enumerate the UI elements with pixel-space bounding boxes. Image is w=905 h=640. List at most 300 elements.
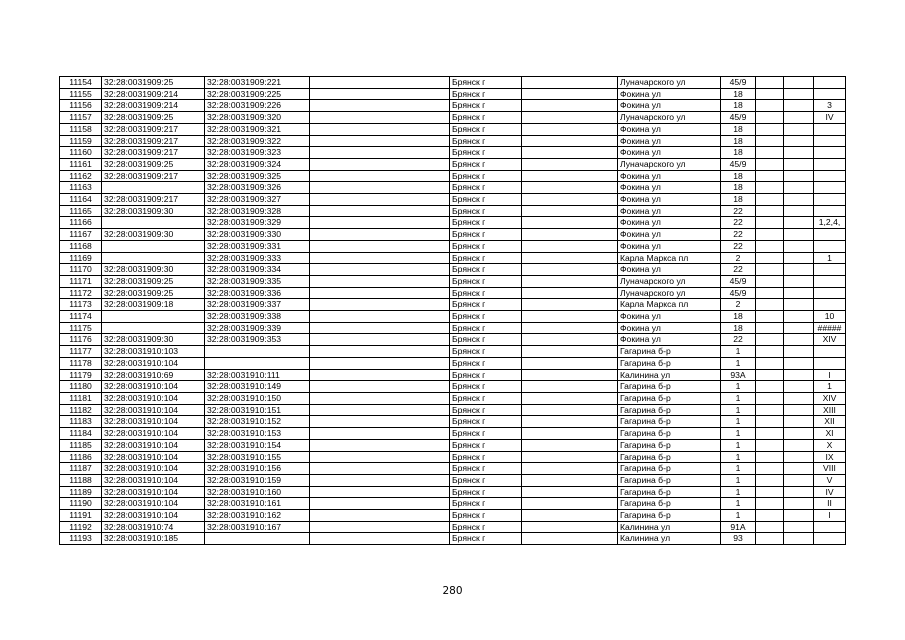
empty-cell — [522, 182, 618, 194]
empty-cell — [522, 88, 618, 100]
apartment-cell: XIV — [814, 392, 846, 404]
apartment-cell: IX — [814, 451, 846, 463]
empty-cell — [784, 182, 814, 194]
cadastral-number-cell: 32:28:0031909:335 — [205, 275, 310, 287]
empty-cell — [310, 135, 450, 147]
empty-cell — [756, 147, 784, 159]
empty-cell — [310, 521, 450, 533]
parent-cadastral-number-cell: 32:28:0031909:217 — [102, 135, 205, 147]
city-cell: Брянск г — [450, 392, 522, 404]
empty-cell — [756, 334, 784, 346]
street-cell: Гагарина б-р — [618, 346, 721, 358]
cadastral-number-cell: 32:28:0031909:327 — [205, 194, 310, 206]
empty-cell — [784, 123, 814, 135]
empty-cell — [522, 463, 618, 475]
empty-cell — [756, 428, 784, 440]
table-row — [60, 463, 846, 475]
table-row — [60, 451, 846, 463]
parent-cadastral-number-cell: 32:28:0031910:185 — [102, 533, 205, 545]
house-number-cell: 45/9 — [721, 112, 756, 124]
empty-cell — [756, 299, 784, 311]
table-row — [60, 287, 846, 299]
street-cell: Гагарина б-р — [618, 439, 721, 451]
empty-cell — [784, 451, 814, 463]
empty-cell — [784, 521, 814, 533]
record-number-cell: 11163 — [60, 182, 102, 194]
empty-cell — [310, 510, 450, 522]
empty-cell — [310, 463, 450, 475]
empty-cell — [784, 205, 814, 217]
cadastral-number-cell — [205, 346, 310, 358]
house-number-cell: 18 — [721, 170, 756, 182]
house-number-cell: 45/9 — [721, 287, 756, 299]
empty-cell — [310, 322, 450, 334]
street-cell: Калинина ул — [618, 521, 721, 533]
empty-cell — [522, 170, 618, 182]
street-cell: Фокина ул — [618, 182, 721, 194]
parent-cadastral-number-cell: 32:28:0031909:30 — [102, 229, 205, 241]
apartment-cell: XIV — [814, 334, 846, 346]
city-cell: Брянск г — [450, 369, 522, 381]
apartment-cell — [814, 275, 846, 287]
street-cell: Фокина ул — [618, 311, 721, 323]
empty-cell — [756, 498, 784, 510]
house-number-cell: 1 — [721, 392, 756, 404]
empty-cell — [522, 112, 618, 124]
city-cell: Брянск г — [450, 147, 522, 159]
empty-cell — [756, 158, 784, 170]
parent-cadastral-number-cell: 32:28:0031910:104 — [102, 463, 205, 475]
empty-cell — [756, 182, 784, 194]
table-row — [60, 100, 846, 112]
cadastral-number-cell: 32:28:0031909:325 — [205, 170, 310, 182]
cadastral-number-cell: 32:28:0031909:331 — [205, 240, 310, 252]
city-cell: Брянск г — [450, 100, 522, 112]
house-number-cell: 18 — [721, 311, 756, 323]
empty-cell — [756, 439, 784, 451]
record-number-cell: 11168 — [60, 240, 102, 252]
city-cell: Брянск г — [450, 498, 522, 510]
city-cell: Брянск г — [450, 217, 522, 229]
empty-cell — [784, 416, 814, 428]
street-cell: Фокина ул — [618, 170, 721, 182]
parent-cadastral-number-cell: 32:28:0031910:104 — [102, 474, 205, 486]
register-table-body — [60, 77, 846, 545]
table-row — [60, 299, 846, 311]
parent-cadastral-number-cell: 32:28:0031909:30 — [102, 205, 205, 217]
apartment-cell: 3 — [814, 100, 846, 112]
empty-cell — [310, 451, 450, 463]
apartment-cell — [814, 77, 846, 89]
empty-cell — [310, 217, 450, 229]
city-cell: Брянск г — [450, 346, 522, 358]
house-number-cell: 22 — [721, 240, 756, 252]
record-number-cell: 11155 — [60, 88, 102, 100]
parent-cadastral-number-cell: 32:28:0031910:104 — [102, 428, 205, 440]
table-row — [60, 182, 846, 194]
empty-cell — [756, 533, 784, 545]
empty-cell — [756, 170, 784, 182]
empty-cell — [522, 77, 618, 89]
empty-cell — [522, 381, 618, 393]
cadastral-number-cell: 32:28:0031910:159 — [205, 474, 310, 486]
empty-cell — [784, 463, 814, 475]
house-number-cell: 45/9 — [721, 77, 756, 89]
city-cell: Брянск г — [450, 439, 522, 451]
record-number-cell: 11176 — [60, 334, 102, 346]
house-number-cell: 2 — [721, 299, 756, 311]
empty-cell — [310, 123, 450, 135]
table-row — [60, 404, 846, 416]
apartment-cell — [814, 194, 846, 206]
city-cell: Брянск г — [450, 381, 522, 393]
record-number-cell: 11192 — [60, 521, 102, 533]
table-row — [60, 112, 846, 124]
record-number-cell: 11188 — [60, 474, 102, 486]
cadastral-number-cell: 32:28:0031909:328 — [205, 205, 310, 217]
apartment-cell: X — [814, 439, 846, 451]
table-row — [60, 158, 846, 170]
empty-cell — [756, 474, 784, 486]
house-number-cell: 1 — [721, 346, 756, 358]
parent-cadastral-number-cell — [102, 322, 205, 334]
empty-cell — [756, 135, 784, 147]
record-number-cell: 11175 — [60, 322, 102, 334]
cadastral-number-cell: 32:28:0031909:323 — [205, 147, 310, 159]
empty-cell — [784, 100, 814, 112]
parent-cadastral-number-cell: 32:28:0031909:217 — [102, 194, 205, 206]
apartment-cell: V — [814, 474, 846, 486]
apartment-cell: ##### — [814, 322, 846, 334]
street-cell: Гагарина б-р — [618, 498, 721, 510]
table-row — [60, 205, 846, 217]
record-number-cell: 11169 — [60, 252, 102, 264]
parent-cadastral-number-cell: 32:28:0031910:104 — [102, 510, 205, 522]
cadastral-number-cell — [205, 533, 310, 545]
empty-cell — [522, 229, 618, 241]
empty-cell — [310, 381, 450, 393]
empty-cell — [756, 77, 784, 89]
table-row — [60, 369, 846, 381]
empty-cell — [756, 510, 784, 522]
record-number-cell: 11178 — [60, 357, 102, 369]
city-cell: Брянск г — [450, 510, 522, 522]
register-table — [59, 76, 846, 545]
parent-cadastral-number-cell: 32:28:0031909:30 — [102, 334, 205, 346]
table-row — [60, 357, 846, 369]
apartment-cell: 1,2,4, — [814, 217, 846, 229]
apartment-cell: IV — [814, 486, 846, 498]
house-number-cell: 91А — [721, 521, 756, 533]
parent-cadastral-number-cell: 32:28:0031910:69 — [102, 369, 205, 381]
cadastral-number-cell: 32:28:0031909:321 — [205, 123, 310, 135]
empty-cell — [522, 123, 618, 135]
house-number-cell: 22 — [721, 229, 756, 241]
street-cell: Гагарина б-р — [618, 392, 721, 404]
table-row — [60, 194, 846, 206]
house-number-cell: 45/9 — [721, 158, 756, 170]
house-number-cell: 18 — [721, 182, 756, 194]
record-number-cell: 11154 — [60, 77, 102, 89]
empty-cell — [310, 334, 450, 346]
house-number-cell: 22 — [721, 217, 756, 229]
empty-cell — [310, 252, 450, 264]
empty-cell — [756, 205, 784, 217]
apartment-cell — [814, 264, 846, 276]
street-cell: Фокина ул — [618, 123, 721, 135]
record-number-cell: 11181 — [60, 392, 102, 404]
parent-cadastral-number-cell — [102, 311, 205, 323]
city-cell: Брянск г — [450, 77, 522, 89]
cadastral-number-cell: 32:28:0031909:329 — [205, 217, 310, 229]
table-row — [60, 123, 846, 135]
table-row — [60, 416, 846, 428]
empty-cell — [784, 264, 814, 276]
house-number-cell: 18 — [721, 123, 756, 135]
cadastral-number-cell: 32:28:0031910:162 — [205, 510, 310, 522]
empty-cell — [784, 112, 814, 124]
table-row — [60, 510, 846, 522]
empty-cell — [756, 252, 784, 264]
house-number-cell: 1 — [721, 463, 756, 475]
street-cell: Фокина ул — [618, 100, 721, 112]
parent-cadastral-number-cell — [102, 252, 205, 264]
empty-cell — [522, 158, 618, 170]
apartment-cell: XIII — [814, 404, 846, 416]
table-row — [60, 439, 846, 451]
house-number-cell: 45/9 — [721, 275, 756, 287]
empty-cell — [310, 147, 450, 159]
parent-cadastral-number-cell: 32:28:0031909:18 — [102, 299, 205, 311]
street-cell: Фокина ул — [618, 88, 721, 100]
empty-cell — [784, 486, 814, 498]
city-cell: Брянск г — [450, 404, 522, 416]
apartment-cell — [814, 123, 846, 135]
house-number-cell: 93А — [721, 369, 756, 381]
empty-cell — [784, 381, 814, 393]
cadastral-number-cell: 32:28:0031910:160 — [205, 486, 310, 498]
record-number-cell: 11165 — [60, 205, 102, 217]
parent-cadastral-number-cell: 32:28:0031910:104 — [102, 439, 205, 451]
empty-cell — [756, 404, 784, 416]
city-cell: Брянск г — [450, 135, 522, 147]
empty-cell — [310, 229, 450, 241]
city-cell: Брянск г — [450, 533, 522, 545]
empty-cell — [310, 533, 450, 545]
house-number-cell: 1 — [721, 486, 756, 498]
street-cell: Фокина ул — [618, 240, 721, 252]
record-number-cell: 11160 — [60, 147, 102, 159]
cadastral-number-cell: 32:28:0031910:161 — [205, 498, 310, 510]
apartment-cell: 10 — [814, 311, 846, 323]
apartment-cell — [814, 182, 846, 194]
apartment-cell — [814, 357, 846, 369]
empty-cell — [784, 299, 814, 311]
city-cell: Брянск г — [450, 428, 522, 440]
table-row — [60, 311, 846, 323]
cadastral-number-cell: 32:28:0031909:336 — [205, 287, 310, 299]
cadastral-number-cell: 32:28:0031909:324 — [205, 158, 310, 170]
empty-cell — [756, 451, 784, 463]
parent-cadastral-number-cell: 32:28:0031910:104 — [102, 486, 205, 498]
street-cell: Гагарина б-р — [618, 404, 721, 416]
empty-cell — [310, 404, 450, 416]
house-number-cell: 18 — [721, 88, 756, 100]
empty-cell — [310, 100, 450, 112]
apartment-cell: I — [814, 369, 846, 381]
empty-cell — [756, 392, 784, 404]
parent-cadastral-number-cell: 32:28:0031910:104 — [102, 451, 205, 463]
empty-cell — [310, 474, 450, 486]
record-number-cell: 11167 — [60, 229, 102, 241]
record-number-cell: 11190 — [60, 498, 102, 510]
street-cell: Фокина ул — [618, 147, 721, 159]
cadastral-number-cell: 32:28:0031910:150 — [205, 392, 310, 404]
city-cell: Брянск г — [450, 229, 522, 241]
city-cell: Брянск г — [450, 463, 522, 475]
house-number-cell: 18 — [721, 194, 756, 206]
parent-cadastral-number-cell: 32:28:0031910:104 — [102, 498, 205, 510]
cadastral-number-cell: 32:28:0031909:330 — [205, 229, 310, 241]
empty-cell — [756, 194, 784, 206]
apartment-cell: IV — [814, 112, 846, 124]
parent-cadastral-number-cell: 32:28:0031909:214 — [102, 88, 205, 100]
empty-cell — [784, 510, 814, 522]
record-number-cell: 11174 — [60, 311, 102, 323]
table-row — [60, 486, 846, 498]
record-number-cell: 11191 — [60, 510, 102, 522]
city-cell: Брянск г — [450, 158, 522, 170]
record-number-cell: 11159 — [60, 135, 102, 147]
table-row — [60, 381, 846, 393]
record-number-cell: 11157 — [60, 112, 102, 124]
house-number-cell: 1 — [721, 357, 756, 369]
house-number-cell: 1 — [721, 439, 756, 451]
city-cell: Брянск г — [450, 357, 522, 369]
empty-cell — [522, 287, 618, 299]
cadastral-number-cell: 32:28:0031909:337 — [205, 299, 310, 311]
empty-cell — [522, 147, 618, 159]
city-cell: Брянск г — [450, 311, 522, 323]
empty-cell — [756, 100, 784, 112]
house-number-cell: 22 — [721, 205, 756, 217]
empty-cell — [756, 346, 784, 358]
empty-cell — [522, 346, 618, 358]
table-row — [60, 217, 846, 229]
empty-cell — [784, 334, 814, 346]
apartment-cell: 1 — [814, 381, 846, 393]
empty-cell — [522, 510, 618, 522]
apartment-cell — [814, 346, 846, 358]
empty-cell — [310, 428, 450, 440]
house-number-cell: 2 — [721, 252, 756, 264]
empty-cell — [756, 287, 784, 299]
record-number-cell: 11173 — [60, 299, 102, 311]
table-row — [60, 533, 846, 545]
empty-cell — [522, 416, 618, 428]
empty-cell — [310, 275, 450, 287]
apartment-cell — [814, 205, 846, 217]
table-row — [60, 275, 846, 287]
cadastral-number-cell: 32:28:0031909:333 — [205, 252, 310, 264]
apartment-cell: I — [814, 510, 846, 522]
cadastral-number-cell: 32:28:0031910:167 — [205, 521, 310, 533]
empty-cell — [310, 439, 450, 451]
house-number-cell: 1 — [721, 498, 756, 510]
empty-cell — [756, 88, 784, 100]
empty-cell — [784, 147, 814, 159]
record-number-cell: 11185 — [60, 439, 102, 451]
empty-cell — [784, 240, 814, 252]
empty-cell — [310, 170, 450, 182]
empty-cell — [522, 451, 618, 463]
street-cell: Луначарского ул — [618, 158, 721, 170]
table-row — [60, 229, 846, 241]
empty-cell — [756, 217, 784, 229]
parent-cadastral-number-cell — [102, 240, 205, 252]
empty-cell — [784, 88, 814, 100]
street-cell: Фокина ул — [618, 334, 721, 346]
parent-cadastral-number-cell: 32:28:0031909:30 — [102, 264, 205, 276]
page-number: 280 — [442, 585, 463, 597]
empty-cell — [784, 252, 814, 264]
empty-cell — [784, 369, 814, 381]
parent-cadastral-number-cell: 32:28:0031909:217 — [102, 123, 205, 135]
street-cell: Гагарина б-р — [618, 463, 721, 475]
parent-cadastral-number-cell: 32:28:0031909:25 — [102, 275, 205, 287]
empty-cell — [310, 77, 450, 89]
empty-cell — [784, 357, 814, 369]
empty-cell — [310, 369, 450, 381]
cadastral-number-cell: 32:28:0031910:149 — [205, 381, 310, 393]
street-cell: Гагарина б-р — [618, 357, 721, 369]
parent-cadastral-number-cell: 32:28:0031910:104 — [102, 392, 205, 404]
empty-cell — [522, 275, 618, 287]
empty-cell — [756, 416, 784, 428]
city-cell: Брянск г — [450, 170, 522, 182]
empty-cell — [784, 533, 814, 545]
city-cell: Брянск г — [450, 252, 522, 264]
empty-cell — [522, 439, 618, 451]
empty-cell — [310, 416, 450, 428]
city-cell: Брянск г — [450, 205, 522, 217]
empty-cell — [522, 252, 618, 264]
city-cell: Брянск г — [450, 486, 522, 498]
record-number-cell: 11180 — [60, 381, 102, 393]
empty-cell — [522, 404, 618, 416]
parent-cadastral-number-cell: 32:28:0031909:25 — [102, 158, 205, 170]
empty-cell — [784, 77, 814, 89]
empty-cell — [756, 463, 784, 475]
cadastral-number-cell: 32:28:0031910:153 — [205, 428, 310, 440]
street-cell: Фокина ул — [618, 205, 721, 217]
cadastral-number-cell: 32:28:0031910:156 — [205, 463, 310, 475]
empty-cell — [310, 112, 450, 124]
city-cell: Брянск г — [450, 264, 522, 276]
empty-cell — [310, 264, 450, 276]
parent-cadastral-number-cell: 32:28:0031909:25 — [102, 287, 205, 299]
empty-cell — [784, 194, 814, 206]
city-cell: Брянск г — [450, 334, 522, 346]
empty-cell — [784, 170, 814, 182]
parent-cadastral-number-cell: 32:28:0031909:25 — [102, 112, 205, 124]
street-cell: Луначарского ул — [618, 275, 721, 287]
street-cell: Фокина ул — [618, 135, 721, 147]
empty-cell — [310, 88, 450, 100]
parent-cadastral-number-cell — [102, 182, 205, 194]
empty-cell — [756, 311, 784, 323]
street-cell: Калинина ул — [618, 369, 721, 381]
